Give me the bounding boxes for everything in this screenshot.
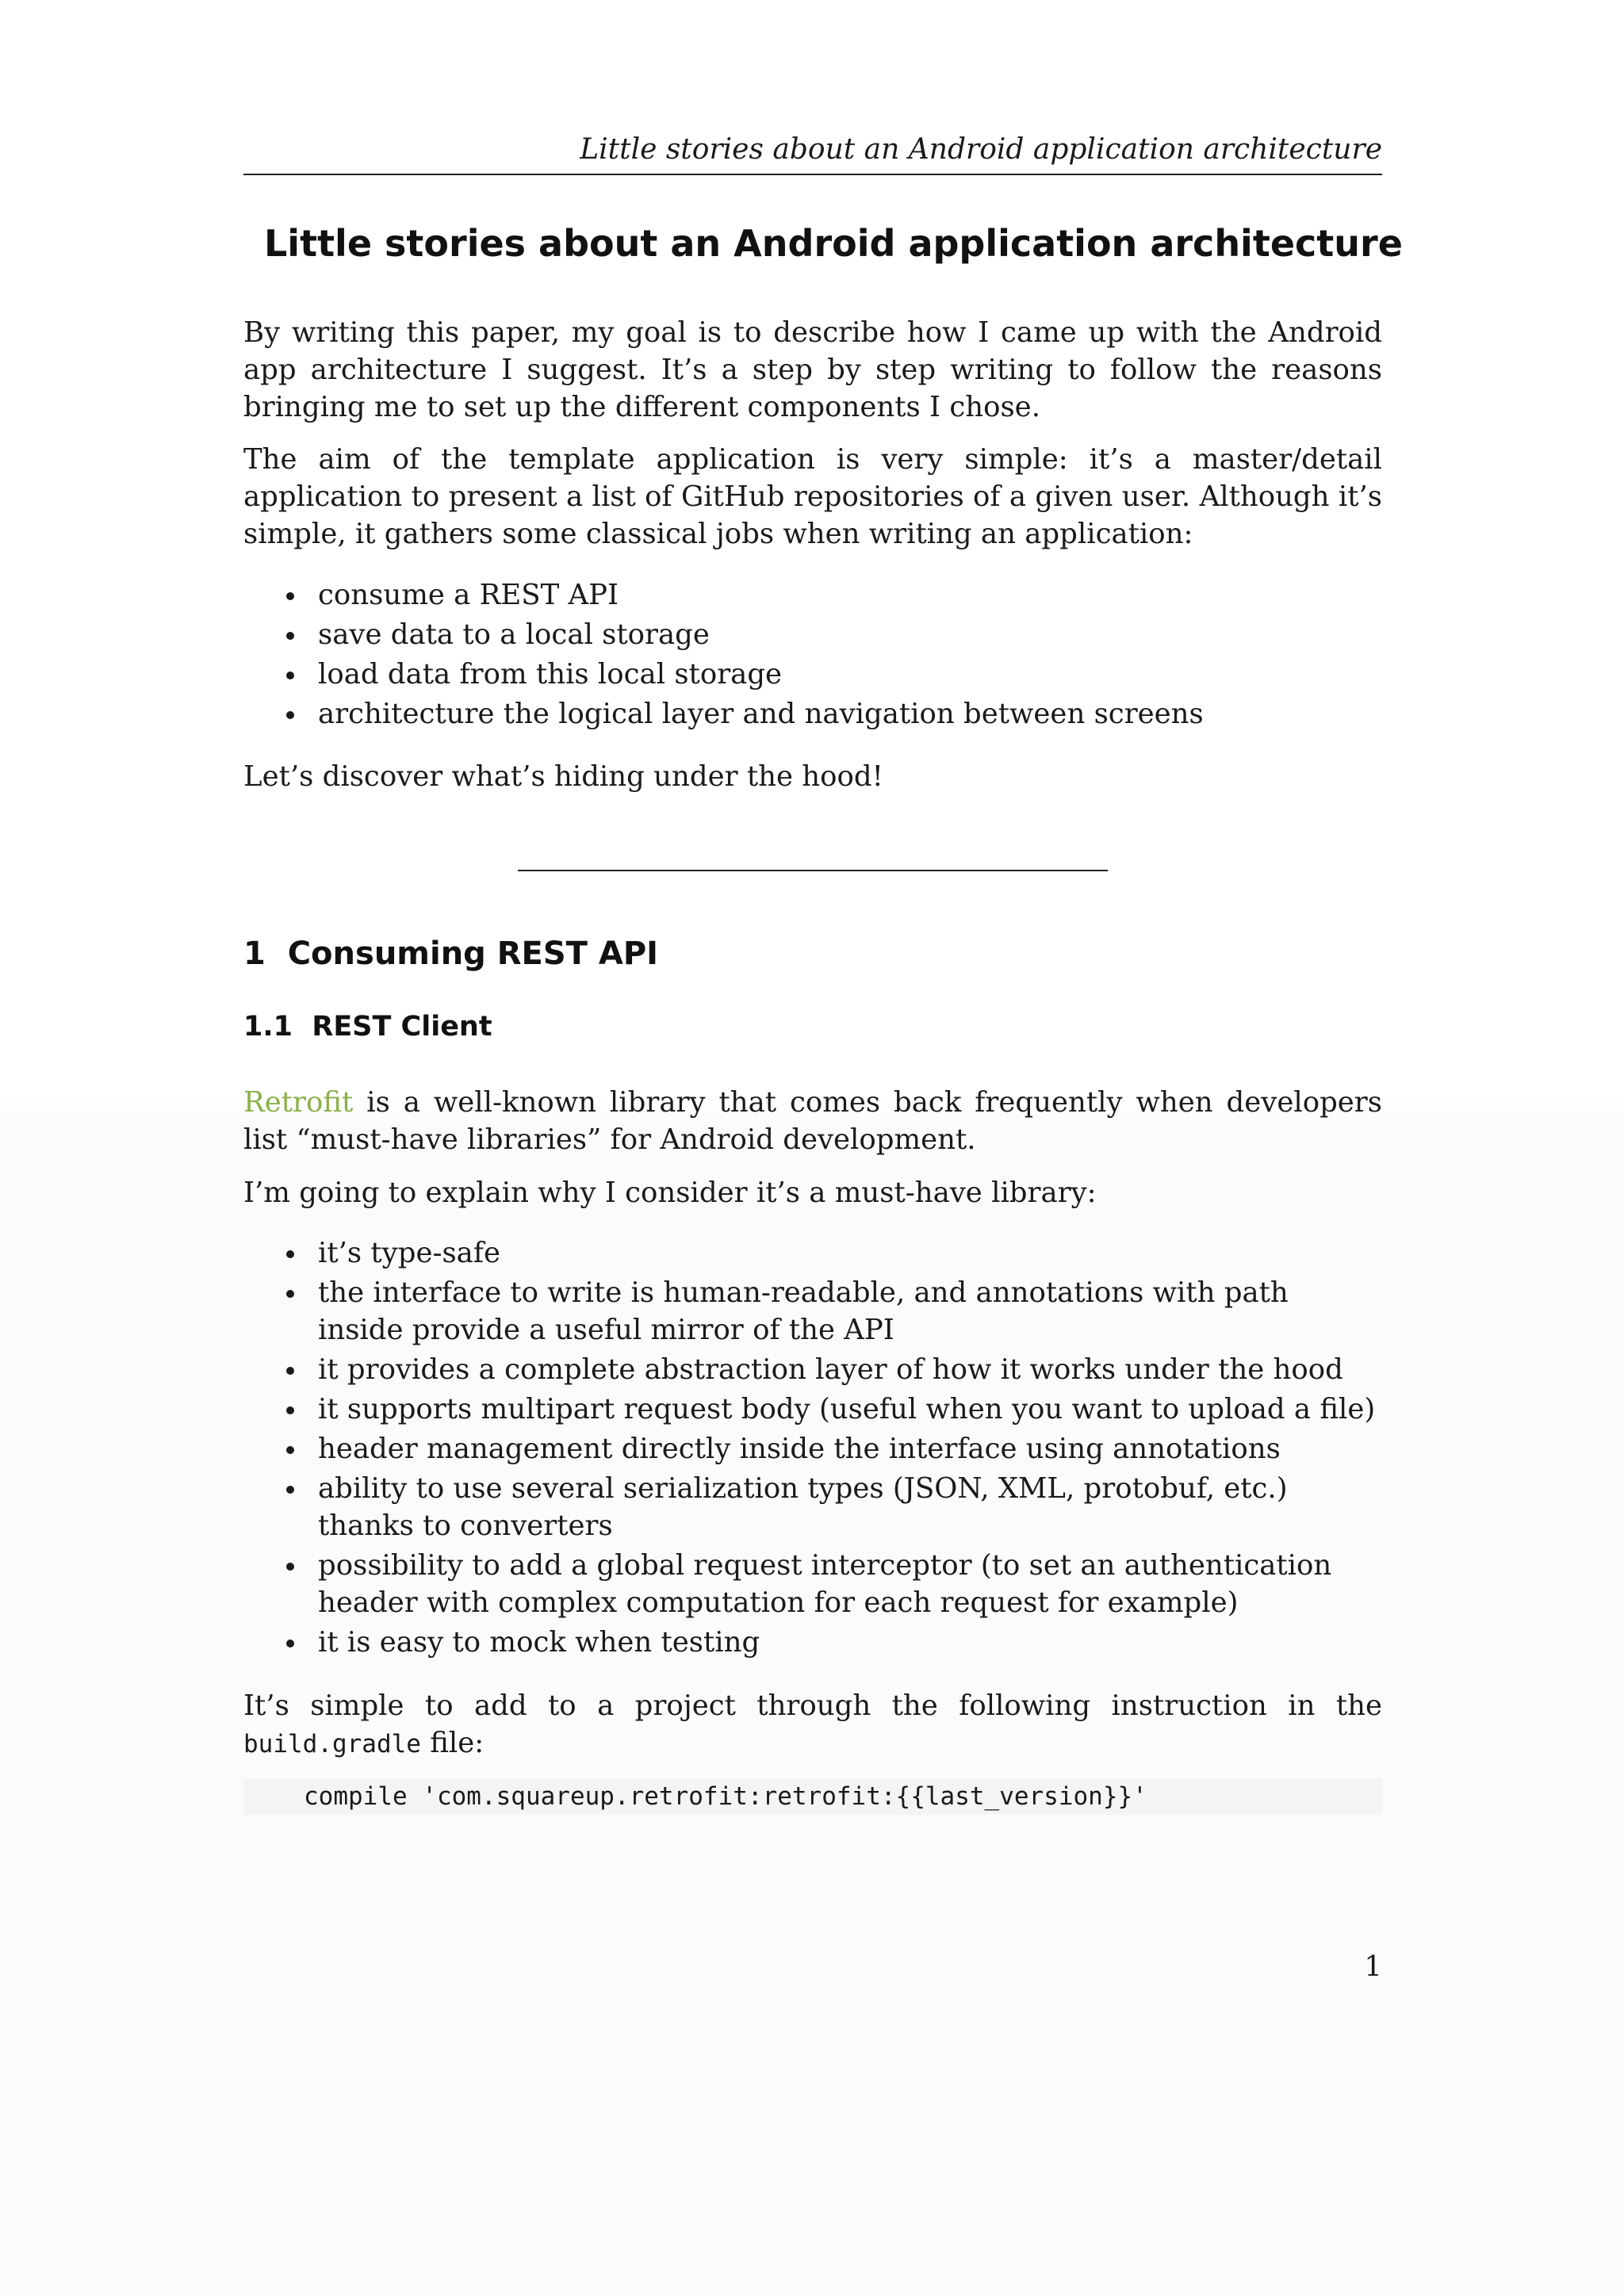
list-item: the interface to write is human-readable, and annotations with path inside provide a useful mirror of the API [243, 1274, 1382, 1349]
list-item: consume a REST API [243, 576, 1382, 614]
list-item: load data from this local storage [243, 656, 1382, 693]
section-divider [518, 870, 1108, 871]
list-item: possibility to add a global request interceptor (to set an authentication header with complex computation for each request for example) [243, 1547, 1382, 1621]
bullet-icon [286, 711, 294, 719]
bullet-icon [286, 1563, 294, 1571]
bullet-icon [286, 1446, 294, 1454]
jobs-list [243, 576, 1382, 735]
page-number: 1 [1364, 1950, 1382, 1983]
code-block: compile 'com.squareup.retrofit:retrofit:{{last_version}}' [243, 1778, 1382, 1815]
bullet-icon [286, 1250, 294, 1258]
bullet-icon [286, 672, 294, 679]
list-item: it’s type-safe [243, 1234, 1382, 1272]
reasons-list [243, 1234, 1382, 1663]
bullet-icon [286, 1640, 294, 1647]
bullet-icon [286, 1486, 294, 1494]
subsection-heading: 1.1 REST Client [243, 1011, 492, 1043]
section-heading: 1 Consuming REST API [243, 936, 659, 972]
bullet-icon [286, 632, 294, 640]
retrofit-link[interactable]: Retrofit [243, 1086, 354, 1119]
bullet-icon [286, 1290, 294, 1298]
retrofit-paragraph: Retrofit is a well-known library that comes back frequently when developers list “must-have libraries” for Android development. [243, 1086, 1382, 1156]
list-item: it supports multipart request body (useful when you want to upload a file) [243, 1391, 1382, 1428]
list-item: header management directly inside the interface using annotations [243, 1430, 1382, 1468]
document-title: Little stories about an Android application architecture [264, 222, 1403, 265]
intro-paragraph-3: Let’s discover what’s hiding under the hood! [243, 760, 883, 793]
list-item: architecture the logical layer and navigation between screens [243, 695, 1382, 733]
bullet-icon [286, 592, 294, 600]
list-item: save data to a local storage [243, 616, 1382, 653]
reasons-intro-paragraph: I’m going to explain why I consider it’s a must-have library: [243, 1177, 1097, 1209]
bullet-icon [286, 1406, 294, 1414]
gradle-paragraph: It’s simple to add to a project through the following instruction in the build.gradle file: [243, 1689, 1382, 1759]
bullet-icon [286, 1367, 294, 1375]
list-item: it is easy to mock when testing [243, 1624, 1382, 1661]
list-item: it provides a complete abstraction layer of how it works under the hood [243, 1351, 1382, 1388]
running-header: Little stories about an Android application architecture [243, 133, 1382, 175]
intro-paragraph-1: By writing this paper, my goal is to describe how I came up with the Android app architecture I suggest. It’s a step by step writing to follow the reasons bringing me to set up the different components I chose. [243, 316, 1382, 423]
list-item: ability to use several serialization types (JSON, XML, protobuf, etc.) thanks to converters [243, 1470, 1382, 1544]
intro-paragraph-2: The aim of the template application is very simple: it’s a master/detail application to present a list of GitHub repositories of a given user. Although it’s simple, it gathers some classical jobs when writing an application: [243, 443, 1382, 550]
inline-code: build.gradle [243, 1730, 421, 1758]
